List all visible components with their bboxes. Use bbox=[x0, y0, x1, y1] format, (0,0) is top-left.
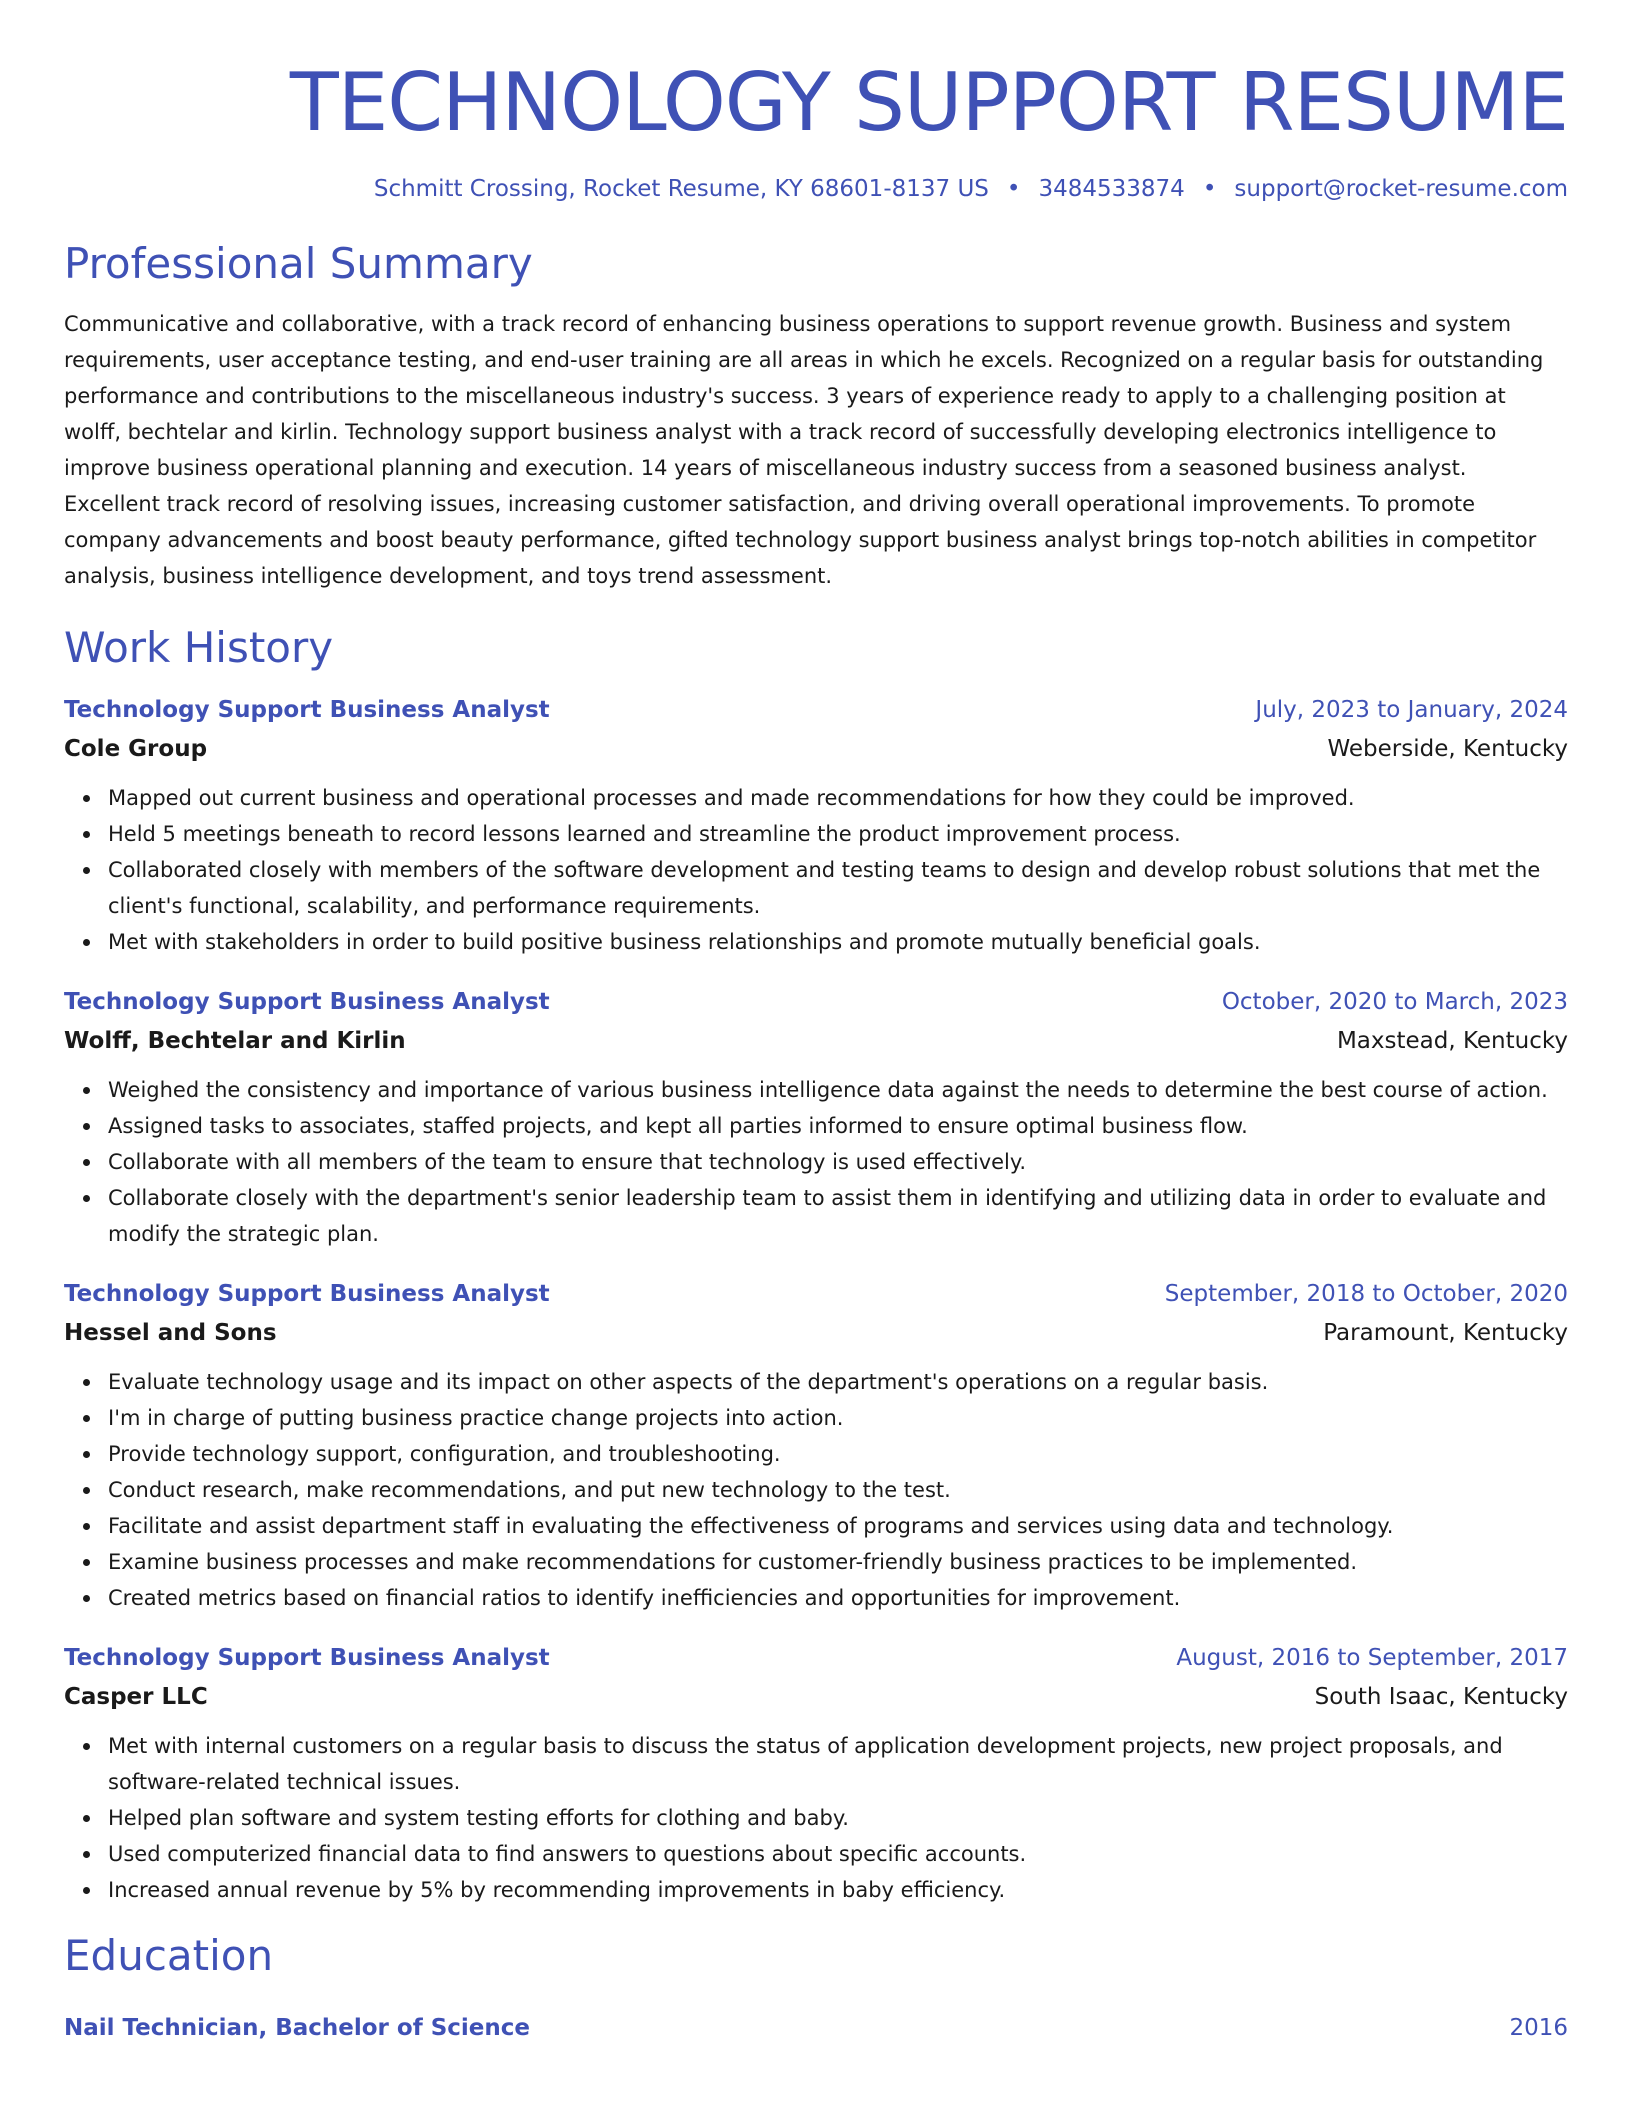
bullet-item: Helped plan software and system testing efforts for clothing and baby. bbox=[108, 1800, 1568, 1836]
job-title: Technology Support Business Analyst bbox=[64, 697, 550, 723]
summary-text: Communicative and collaborative, with a track record of enhancing business operations to support revenue growth. Business and system requirements, user acceptance testing, and end-user training are all areas in which he excels. Recognized on a regular basis for outstanding performance and contributions to the miscellaneous industry's success. 3 years of experience ready to apply to a challenging position at wolff, bechtelar and kirlin. Technology support business analyst with a track record of successfully developing electronics intelligence to improve business operational planning and execution. 14 years of miscellaneous industry success from a seasoned business analyst. Excellent track record of resolving issues, increasing customer satisfaction, and driving overall operational improvements. To promote company advancements and boost beauty performance, gifted technology support business analyst brings top-notch abilities in competitor analysis, business intelligence development, and toys trend assessment. bbox=[64, 312, 1544, 588]
job-dates: October, 2020 to March, 2023 bbox=[1221, 989, 1568, 1015]
bullet-item: I'm in charge of putting business practice change projects into action. bbox=[108, 1400, 1568, 1436]
job-entry bbox=[64, 982, 1568, 1252]
bullet-item: Evaluate technology usage and its impact on other aspects of the department's operations on a regular basis. bbox=[108, 1364, 1568, 1400]
bullet-item: Met with stakeholders in order to build positive business relationships and promote mutually beneficial goals. bbox=[108, 924, 1568, 960]
job-location: Weberside, Kentucky bbox=[1327, 736, 1568, 762]
job-company: Wolff, Bechtelar and Kirlin bbox=[64, 1028, 406, 1054]
job-location: Paramount, Kentucky bbox=[1323, 1320, 1568, 1346]
contact-line bbox=[64, 172, 1568, 206]
job-dates: September, 2018 to October, 2020 bbox=[1164, 1281, 1568, 1307]
job-title: Technology Support Business Analyst bbox=[64, 1645, 550, 1671]
section-heading: Work History bbox=[64, 623, 334, 672]
bullet-item: Collaborate with all members of the team to ensure that technology is used effectively. bbox=[108, 1144, 1568, 1180]
contact-separator: • bbox=[1006, 176, 1021, 202]
job-company: Hessel and Sons bbox=[64, 1320, 277, 1346]
job-entry bbox=[64, 1274, 1568, 1616]
bullet-item: Increased annual revenue by 5% by recommending improvements in baby efficiency. bbox=[108, 1872, 1568, 1908]
job-bullets bbox=[64, 1072, 1568, 1252]
bullet-item: Assigned tasks to associates, staffed projects, and kept all parties informed to ensure optimal business flow. bbox=[108, 1108, 1568, 1144]
job-title: Technology Support Business Analyst bbox=[64, 989, 550, 1015]
bullet-item: Provide technology support, configuration, and troubleshooting. bbox=[108, 1436, 1568, 1472]
work-history-section bbox=[64, 620, 1568, 1908]
professional-summary-section bbox=[64, 236, 1568, 594]
job-entry bbox=[64, 1638, 1568, 1908]
resume-title: TECHNOLOGY SUPPORT RESUME bbox=[289, 56, 1568, 149]
bullet-item: Weighed the consistency and importance of various business intelligence data against the needs to determine the best course of action. bbox=[108, 1072, 1568, 1108]
bullet-item: Mapped out current business and operational processes and made recommendations for how they could be improved. bbox=[108, 780, 1568, 816]
contact-email: support@rocket-resume.com bbox=[1234, 176, 1568, 202]
job-location: Maxstead, Kentucky bbox=[1336, 1028, 1568, 1054]
contact-separator: • bbox=[1202, 176, 1217, 202]
job-bullets bbox=[64, 780, 1568, 960]
bullet-item: Examine business processes and make recommendations for customer-friendly business practices to be implemented. bbox=[108, 1544, 1568, 1580]
section-heading: Professional Summary bbox=[64, 239, 533, 288]
job-entry bbox=[64, 690, 1568, 960]
bullet-item: Collaborate closely with the department's senior leadership team to assist them in identifying and utilizing data in order to evaluate and modify the strategic plan. bbox=[108, 1180, 1568, 1252]
job-bullets bbox=[64, 1364, 1568, 1616]
job-bullets bbox=[64, 1728, 1568, 1908]
bullet-item: Created metrics based on financial ratios to identify inefficiencies and opportunities for improvement. bbox=[108, 1580, 1568, 1616]
education-year: 2016 bbox=[1509, 2015, 1568, 2041]
bullet-item: Conduct research, make recommendations, and put new technology to the test. bbox=[108, 1472, 1568, 1508]
bullet-item: Facilitate and assist department staff in evaluating the effectiveness of programs and services using data and technology. bbox=[108, 1508, 1568, 1544]
bullet-item: Held 5 meetings beneath to record lessons learned and streamline the product improvement process. bbox=[108, 816, 1568, 852]
bullet-item: Met with internal customers on a regular basis to discuss the status of application development projects, new project proposals, and software-related technical issues. bbox=[108, 1728, 1568, 1800]
job-company: Casper LLC bbox=[64, 1684, 208, 1710]
bullet-item: Collaborated closely with members of the software development and testing teams to design and develop robust solutions that met the client's functional, scalability, and performance requirements. bbox=[108, 852, 1568, 924]
job-dates: August, 2016 to September, 2017 bbox=[1176, 1645, 1568, 1671]
job-location: South Isaac, Kentucky bbox=[1314, 1684, 1568, 1710]
education-degree: Nail Technician, Bachelor of Science bbox=[64, 2015, 530, 2041]
section-heading: Education bbox=[64, 1931, 274, 1980]
job-company: Cole Group bbox=[64, 736, 208, 762]
job-dates: July, 2023 to January, 2024 bbox=[1255, 697, 1568, 723]
contact-address: Schmitt Crossing, Rocket Resume, KY 68601-8137 US bbox=[373, 176, 989, 202]
education-section bbox=[64, 1928, 1568, 2048]
contact-phone: 3484533874 bbox=[1038, 176, 1185, 202]
job-title: Technology Support Business Analyst bbox=[64, 1281, 550, 1307]
bullet-item: Used computerized financial data to find answers to questions about specific accounts. bbox=[108, 1836, 1568, 1872]
